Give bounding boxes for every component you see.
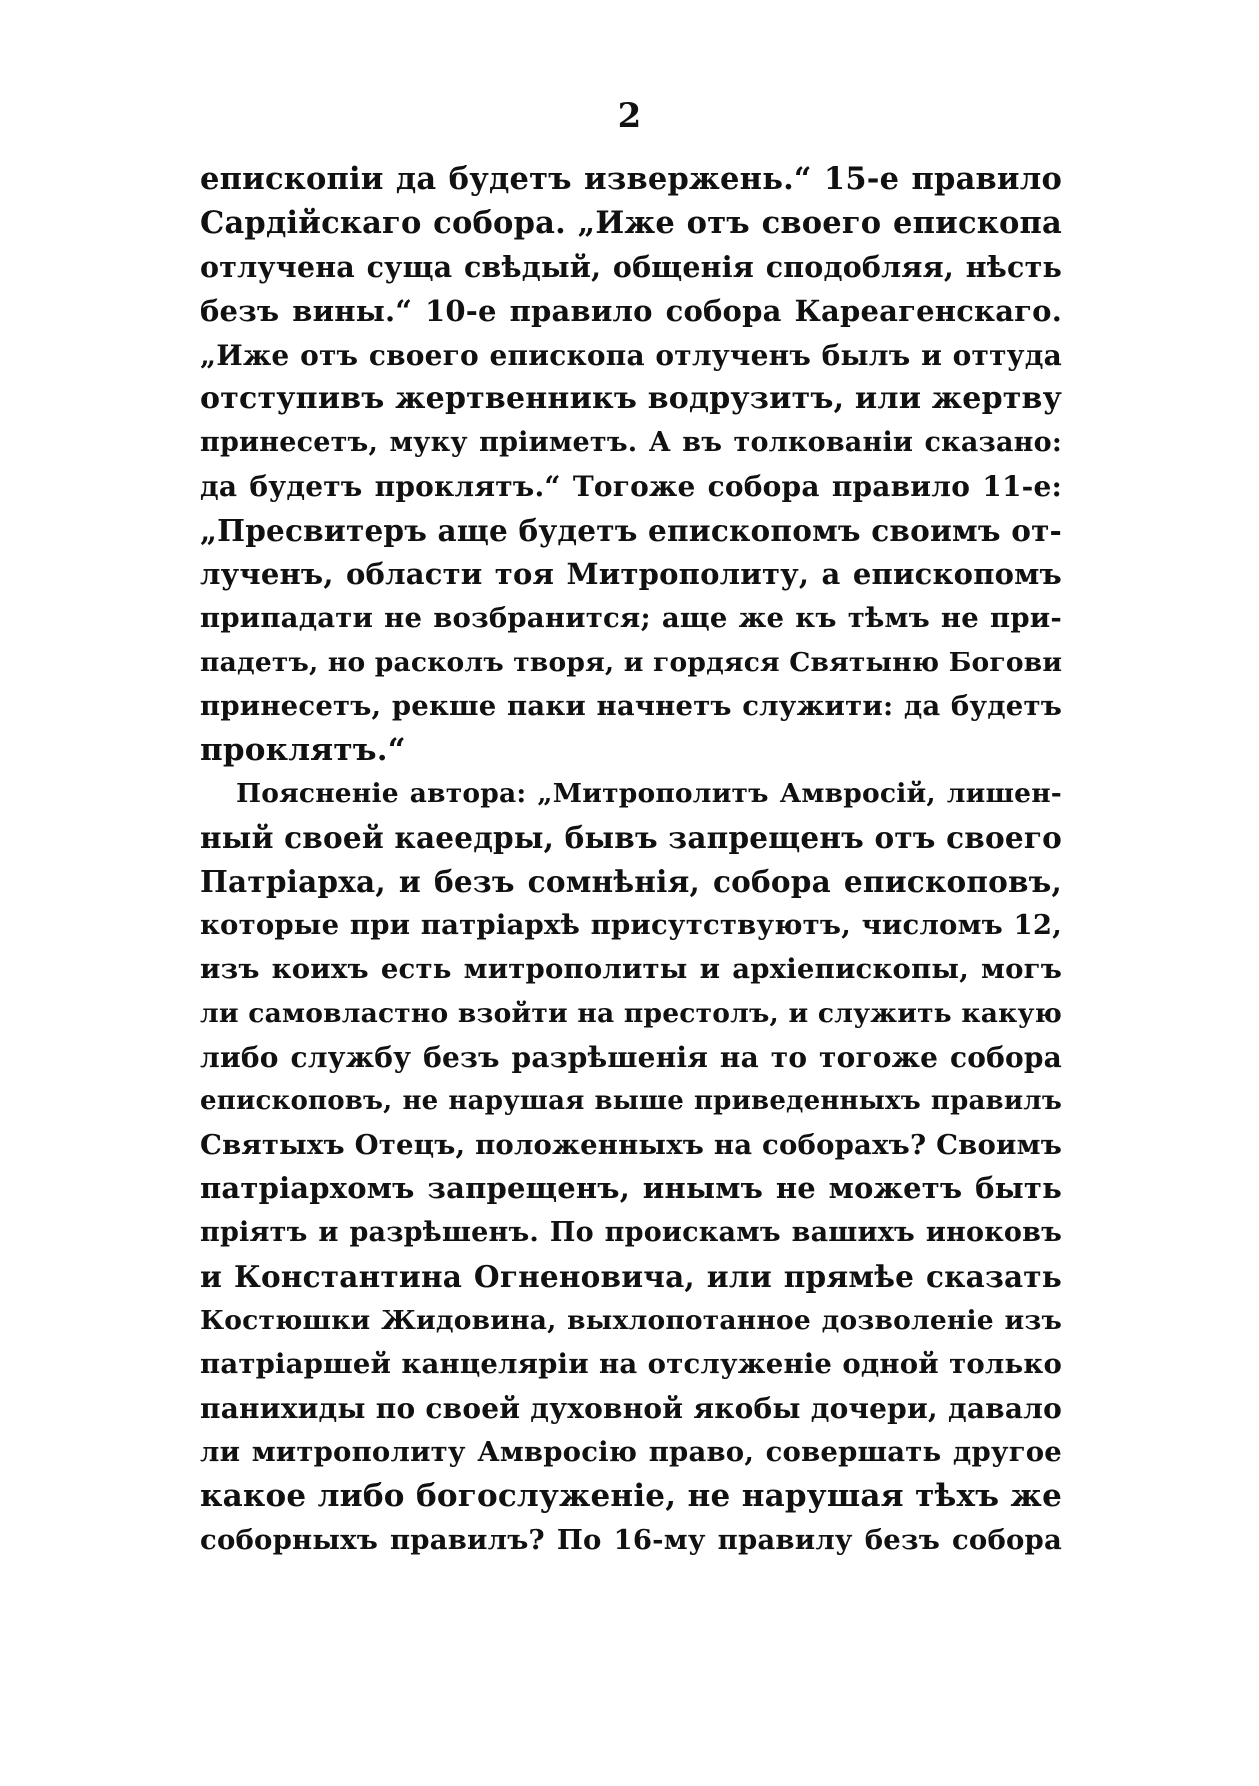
text-line: которые при патріархѣ присутствуютъ, числомъ 12, (200, 909, 1062, 942)
text-line: соборныхъ правилъ? По 16-му правилу безъ собора (200, 1523, 1062, 1556)
text-line: епископовъ, не нарушая выше приведенныхъ правилъ (200, 1085, 1062, 1116)
text-line: Патріарха, и безъ сомнѣнія, собора епископовъ, (200, 864, 1062, 900)
text-line: принесетъ, муку пріиметъ. А въ толкованіи сказано: (200, 427, 1062, 459)
page-number: 2 (617, 96, 642, 136)
text-line: либо службу безъ разрѣшенія на то тогоже собора (200, 1040, 1062, 1074)
text-line: ли митрополиту Амвросію право, совершать другое (200, 1435, 1062, 1468)
text-line: безъ вины.“ 10-е правило собора Кареагенскаго. (200, 293, 1062, 328)
text-line: какое либо богослуженіе, не нарушая тѣхъ же (200, 1477, 1062, 1514)
text-line: ный своей каеедры, бывъ запрещенъ отъ своего (200, 820, 1062, 856)
text-line: лученъ, области тоя Митрополиту, а епископомъ (200, 557, 1062, 592)
text-line: падетъ, но расколъ творя, и гордяся Святыню Богови (200, 646, 1063, 678)
text-line: и Константина Огненовича, или прямѣе сказать (200, 1259, 1062, 1295)
text-line: проклятъ.“ (200, 731, 406, 768)
text-line: Сардійскаго собора. „Иже отъ своего епископа (200, 204, 1062, 241)
text-line: Поясненіе автора: „Митрополитъ Амвросій, лишен- (236, 778, 1062, 810)
text-line: панихиды по своей духовной якобы дочери, давало (200, 1391, 1062, 1425)
text-line: отлучена суща свѣдый, общенія сподобляя, нѣсть (200, 249, 1062, 284)
text-line: Святыхъ Отецъ, положенныхъ на соборахъ? Своимъ (200, 1128, 1062, 1161)
text-line: пріятъ и разрѣшенъ. По проискамъ вашихъ иноковъ (200, 1217, 1062, 1249)
text-line: да будетъ проклятъ.“ Тогоже собора правило 11-е: (200, 470, 1062, 504)
text-line: отступивъ жертвенникъ водрузитъ, или жертву (200, 381, 1062, 417)
text-line: Костюшки Жидовина, выхлопотанное дозволеніе изъ (200, 1305, 1062, 1337)
text-line: изъ коихъ есть митрополиты и архіепископы, могъ (200, 953, 1062, 986)
body-text (200, 158, 1062, 1563)
text-line: „Пресвитеръ аще будетъ епископомъ своимъ от- (200, 513, 1062, 549)
text-line: патріархомъ запрещенъ, инымъ не можетъ быть (200, 1171, 1062, 1206)
text-line: „Иже отъ своего епископа отлученъ былъ и оттуда (200, 338, 1062, 372)
text-line: епископіи да будетъ извержень.“ 15-е правило (200, 161, 1062, 197)
text-line: ли самовластно взойти на престолъ, и служить какую (200, 997, 1062, 1029)
text-line: патріаршей канцеляріи на отслуженіе одной только (200, 1348, 1062, 1381)
text-line: припадати не возбранится; аще же къ тѣмъ не при- (200, 601, 1062, 634)
text-line: принесетъ, рекше паки начнетъ служити: да будетъ (200, 689, 1062, 722)
